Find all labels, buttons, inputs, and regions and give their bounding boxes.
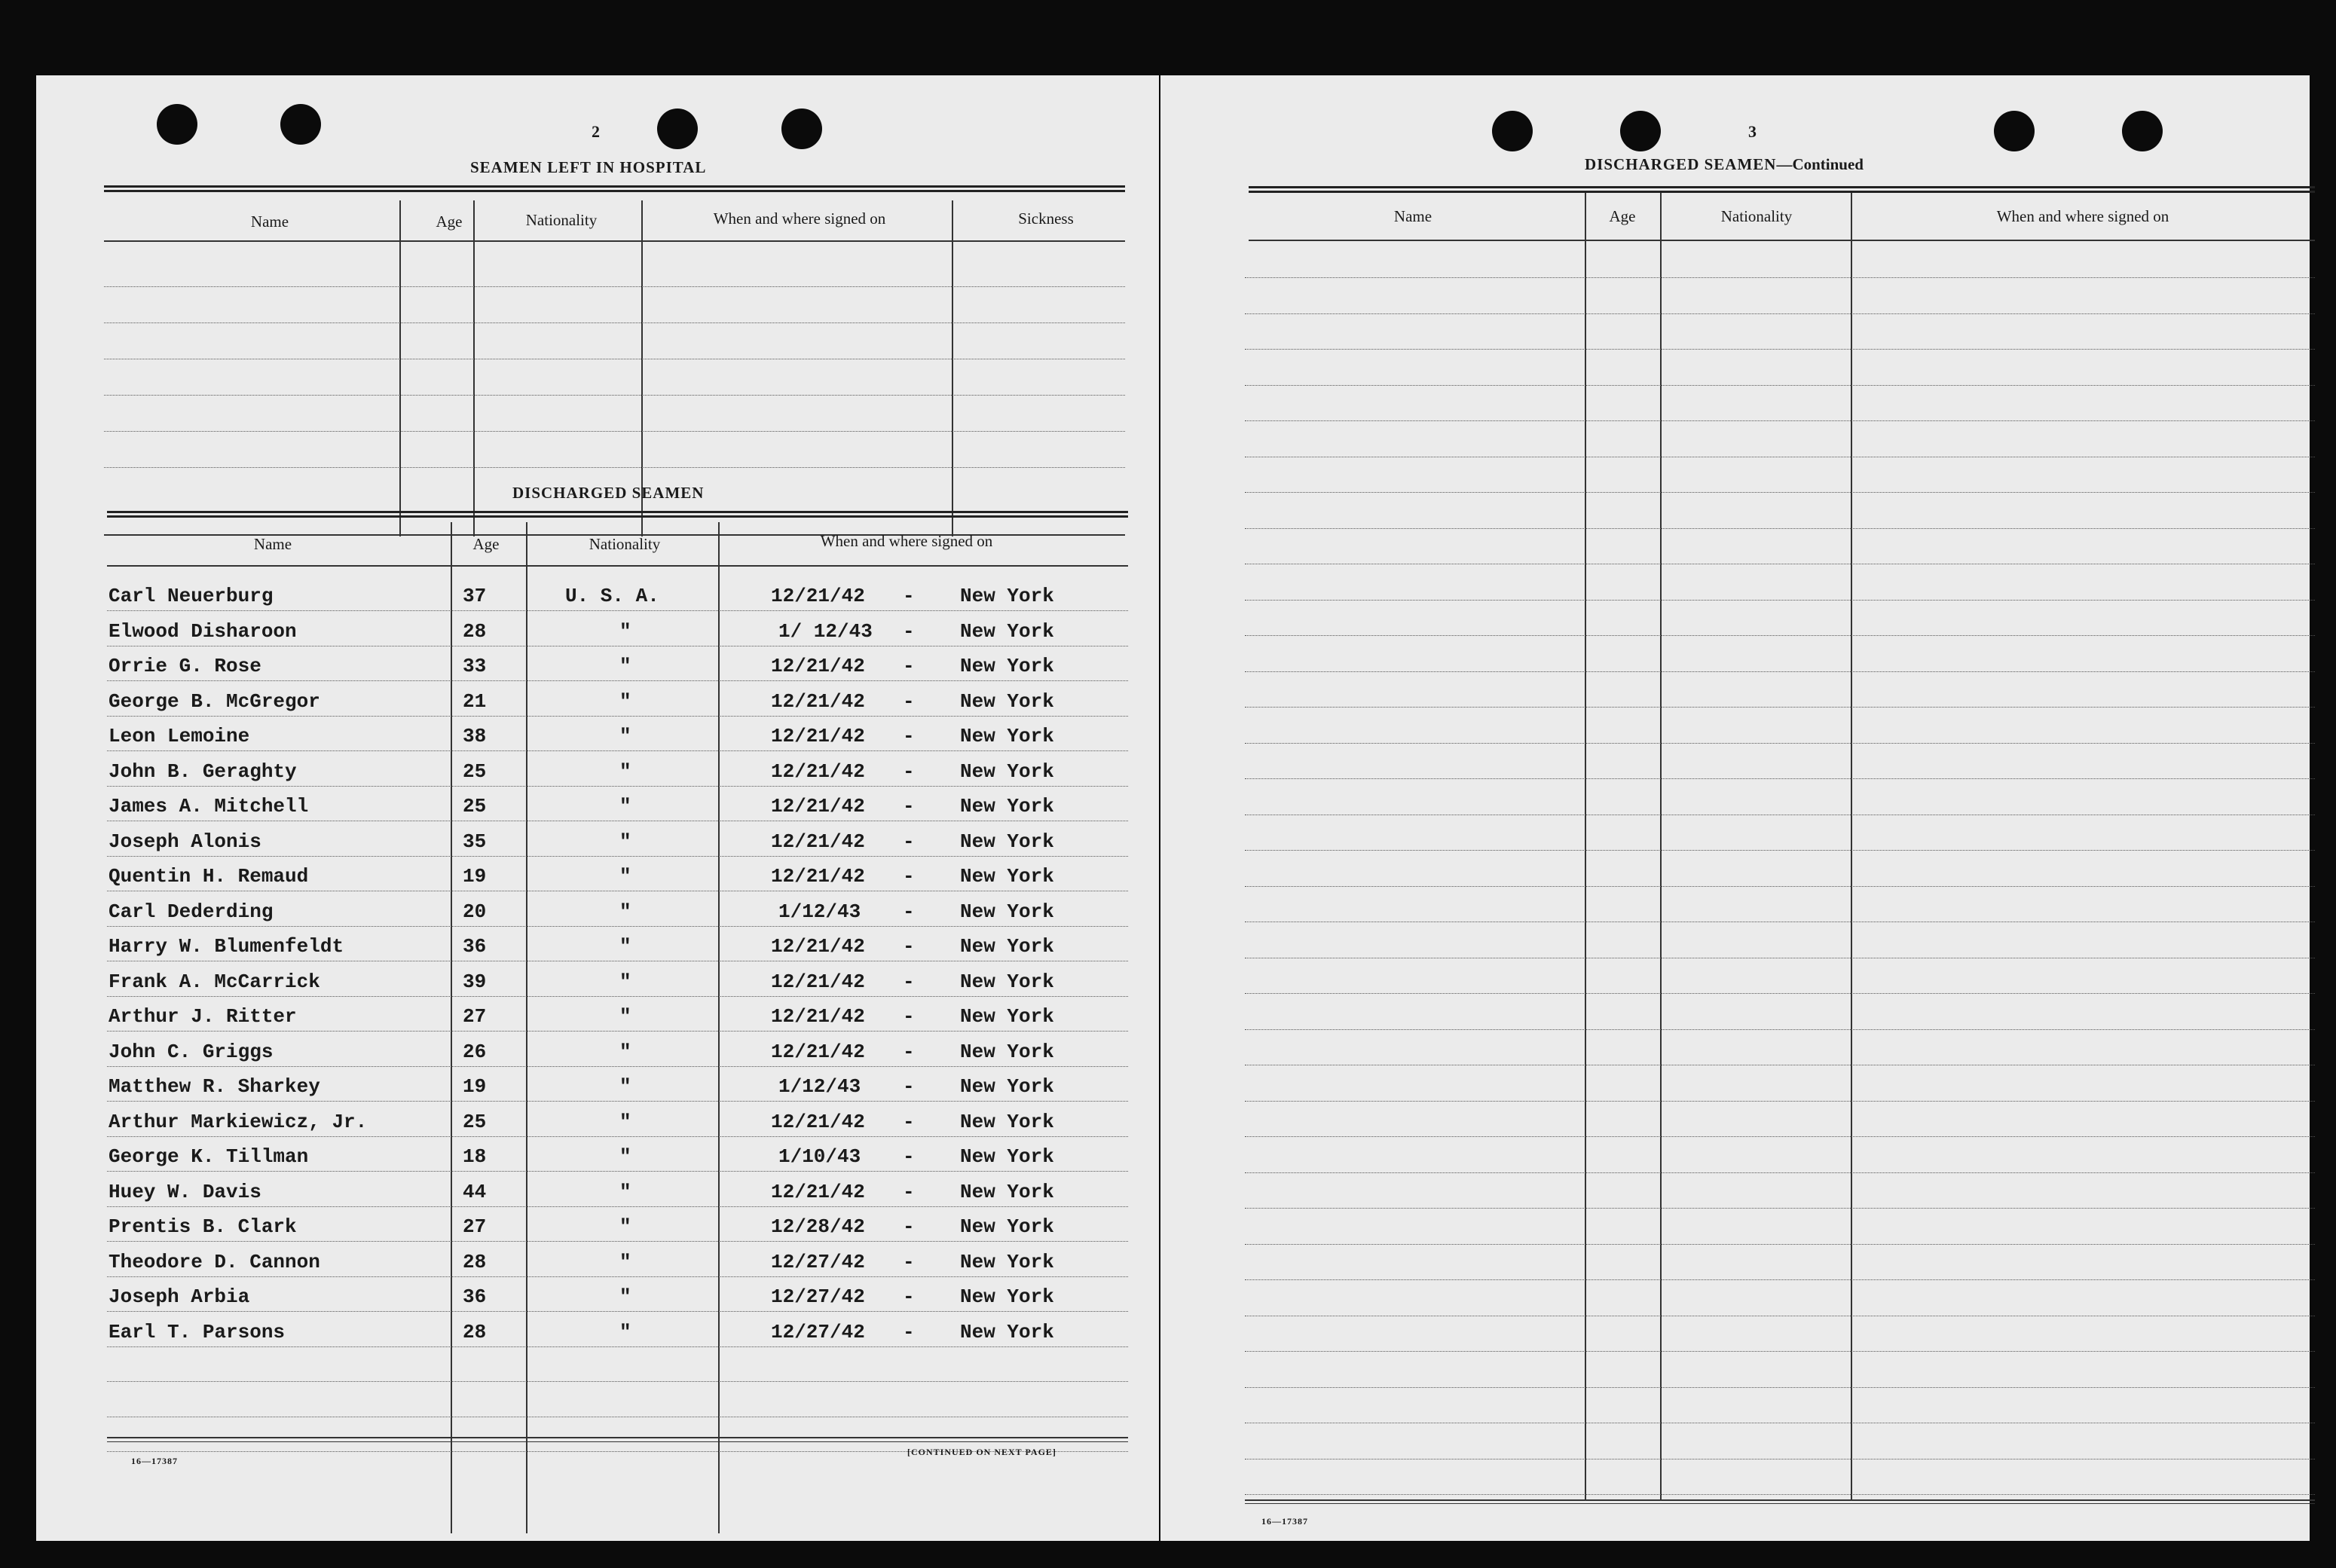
date-place-separator: - (903, 585, 915, 607)
signed-on-date: 12/21/42 (771, 795, 865, 818)
seaman-name: Frank A. McCarrick (109, 970, 320, 993)
ruled-line (1245, 349, 2315, 350)
col-header-signed-on: When and where signed on (820, 532, 993, 550)
signed-on-date: 12/21/42 (771, 1181, 865, 1203)
seaman-name: Earl T. Parsons (109, 1321, 286, 1343)
col-header-age: Age (436, 212, 463, 231)
signed-on-place: New York (960, 900, 1054, 923)
table-top-rule (1249, 186, 2315, 193)
seaman-name: Elwood Disharoon (109, 620, 297, 643)
seaman-name: Matthew R. Sharkey (109, 1075, 320, 1098)
date-place-separator: - (903, 970, 915, 993)
signed-on-date: 12/21/42 (771, 690, 865, 713)
ruled-line (1245, 1208, 2315, 1209)
ruled-line (107, 1311, 1128, 1312)
ruled-line (107, 1381, 1128, 1382)
ruled-line (1245, 886, 2315, 887)
signed-on-place: New York (960, 830, 1054, 853)
punch-hole (1620, 111, 1661, 151)
ruled-line (1245, 1101, 2315, 1102)
ruled-line (1245, 528, 2315, 529)
ruled-line (1245, 635, 2315, 636)
signed-on-date: 1/12/43 (778, 1075, 861, 1098)
seaman-name: Prentis B. Clark (109, 1215, 297, 1238)
seaman-nationality: " (619, 1321, 631, 1343)
date-place-separator: - (903, 655, 915, 677)
signed-on-date: 12/21/42 (771, 935, 865, 958)
date-place-separator: - (903, 1215, 915, 1238)
discharged-section-title: DISCHARGED SEAMEN (512, 484, 705, 502)
seaman-age: 27 (463, 1005, 487, 1028)
ruled-line (1245, 600, 2315, 601)
signed-on-place: New York (960, 865, 1054, 888)
column-divider (399, 200, 401, 536)
seaman-age: 39 (463, 970, 487, 993)
signed-on-place: New York (960, 1111, 1054, 1133)
date-place-separator: - (903, 1251, 915, 1273)
seaman-nationality: " (619, 1285, 631, 1308)
col-header-nationality: Nationality (525, 211, 598, 229)
seaman-name: Joseph Arbia (109, 1285, 250, 1308)
ruled-line (104, 322, 1125, 323)
ruled-line (1245, 1029, 2315, 1030)
seaman-name: James A. Mitchell (109, 795, 309, 818)
ruled-line (1245, 671, 2315, 672)
seaman-nationality: U. S. A. (565, 585, 659, 607)
signed-on-date: 12/27/42 (771, 1285, 865, 1308)
date-place-separator: - (903, 620, 915, 643)
col-header-signed-on: When and where signed on (713, 209, 886, 228)
signed-on-place: New York (960, 1145, 1054, 1168)
seaman-name: Harry W. Blumenfeldt (109, 935, 344, 958)
seaman-nationality: " (619, 865, 631, 888)
ruled-line (1245, 1387, 2315, 1388)
col-header-signed-on: When and where signed on (1996, 207, 2169, 225)
col-header-age: Age (1609, 207, 1636, 225)
ruled-line (1245, 1494, 2315, 1495)
date-place-separator: - (903, 900, 915, 923)
ruled-line (1245, 492, 2315, 493)
right-page (1160, 75, 2310, 1541)
header-rule (104, 240, 1125, 242)
ruled-line (104, 467, 1125, 468)
ruled-line (104, 431, 1125, 432)
seaman-name: Arthur J. Ritter (109, 1005, 297, 1028)
seaman-nationality: " (619, 795, 631, 818)
signed-on-date: 12/21/42 (771, 970, 865, 993)
signed-on-place: New York (960, 725, 1054, 747)
signed-on-place: New York (960, 1005, 1054, 1028)
seaman-name: John C. Griggs (109, 1041, 274, 1063)
ruled-line (104, 395, 1125, 396)
seaman-age: 25 (463, 795, 487, 818)
seaman-age: 18 (463, 1145, 487, 1168)
col-header-sickness: Sickness (1018, 209, 1074, 228)
signed-on-place: New York (960, 760, 1054, 783)
seaman-age: 36 (463, 1285, 487, 1308)
punch-hole (1492, 111, 1533, 151)
signed-on-date: 12/21/42 (771, 830, 865, 853)
seaman-nationality: " (619, 1215, 631, 1238)
signed-on-place: New York (960, 655, 1054, 677)
ruled-line (1245, 1136, 2315, 1137)
form-number: 16—17387 (1261, 1516, 1308, 1527)
signed-on-place: New York (960, 690, 1054, 713)
title-suffix: —Continued (1776, 155, 1864, 173)
ruled-line (107, 926, 1128, 927)
signed-on-date: 12/21/42 (771, 760, 865, 783)
ruled-line (1245, 1172, 2315, 1173)
table-top-rule (107, 511, 1128, 518)
col-header-age: Age (472, 535, 500, 553)
ruled-line (107, 1101, 1128, 1102)
ruled-line (107, 856, 1128, 857)
signed-on-date: 1/ 12/43 (778, 620, 873, 643)
ruled-line (107, 1031, 1128, 1032)
seaman-name: Carl Dederding (109, 900, 274, 923)
column-divider (473, 200, 475, 536)
date-place-separator: - (903, 795, 915, 818)
seaman-name: Joseph Alonis (109, 830, 261, 853)
seaman-nationality: " (619, 900, 631, 923)
signed-on-place: New York (960, 970, 1054, 993)
signed-on-date: 12/27/42 (771, 1251, 865, 1273)
seaman-age: 28 (463, 1251, 487, 1273)
date-place-separator: - (903, 1111, 915, 1133)
ruled-line (1245, 1279, 2315, 1280)
signed-on-date: 12/21/42 (771, 865, 865, 888)
seaman-nationality: " (619, 970, 631, 993)
signed-on-date: 1/10/43 (778, 1145, 861, 1168)
ruled-line (104, 286, 1125, 287)
date-place-separator: - (903, 690, 915, 713)
continued-note: [CONTINUED ON NEXT PAGE] (907, 1447, 1056, 1457)
ruled-line (1245, 850, 2315, 851)
seaman-age: 25 (463, 760, 487, 783)
seaman-age: 36 (463, 935, 487, 958)
date-place-separator: - (903, 935, 915, 958)
seaman-name: George K. Tillman (109, 1145, 309, 1168)
seaman-age: 19 (463, 865, 487, 888)
signed-on-date: 12/21/42 (771, 655, 865, 677)
col-header-nationality: Nationality (589, 535, 661, 553)
seaman-age: 37 (463, 585, 487, 607)
header-rule (1249, 240, 2315, 241)
date-place-separator: - (903, 725, 915, 747)
signed-on-place: New York (960, 1075, 1054, 1098)
page-number: 2 (592, 122, 600, 141)
ruled-line (1245, 385, 2315, 386)
signed-on-date: 1/12/43 (778, 900, 861, 923)
signed-on-date: 12/21/42 (771, 1111, 865, 1133)
signed-on-place: New York (960, 585, 1054, 607)
seaman-age: 35 (463, 830, 487, 853)
col-header-name: Name (250, 212, 289, 231)
seaman-name: Carl Neuerburg (109, 585, 274, 607)
signed-on-date: 12/27/42 (771, 1321, 865, 1343)
signed-on-place: New York (960, 1321, 1054, 1343)
left-page (36, 75, 1159, 1541)
date-place-separator: - (903, 1181, 915, 1203)
seaman-nationality: " (619, 690, 631, 713)
seaman-age: 38 (463, 725, 487, 747)
seaman-nationality: " (619, 1111, 631, 1133)
ruled-line (107, 1136, 1128, 1137)
seaman-age: 28 (463, 1321, 487, 1343)
seaman-nationality: " (619, 830, 631, 853)
seaman-name: Leon Lemoine (109, 725, 250, 747)
table-bottom-rule (107, 1437, 1128, 1438)
seaman-age: 26 (463, 1041, 487, 1063)
seaman-age: 20 (463, 900, 487, 923)
seaman-nationality: " (619, 1145, 631, 1168)
date-place-separator: - (903, 1041, 915, 1063)
ruled-line (1245, 743, 2315, 744)
punch-hole (1994, 111, 2035, 151)
col-header-name: Name (1393, 207, 1432, 225)
table-top-rule (104, 185, 1125, 192)
ruled-line (1245, 420, 2315, 421)
ruled-line (107, 610, 1128, 611)
seaman-nationality: " (619, 1041, 631, 1063)
col-header-name: Name (253, 535, 292, 553)
ruled-line (1245, 707, 2315, 708)
punch-hole (657, 109, 698, 149)
seaman-name: Orrie G. Rose (109, 655, 261, 677)
date-place-separator: - (903, 760, 915, 783)
signed-on-date: 12/28/42 (771, 1215, 865, 1238)
footer-rule (1245, 1503, 2315, 1504)
ruled-line (107, 750, 1128, 751)
seaman-name: George B. McGregor (109, 690, 320, 713)
col-header-nationality: Nationality (1720, 207, 1793, 225)
signed-on-date: 12/21/42 (771, 585, 865, 607)
signed-on-place: New York (960, 1181, 1054, 1203)
continued-section-title (1585, 155, 1864, 174)
seaman-age: 19 (463, 1075, 487, 1098)
header-rule (107, 565, 1128, 567)
punch-hole (157, 104, 197, 145)
seaman-age: 28 (463, 620, 487, 643)
seaman-nationality: " (619, 725, 631, 747)
signed-on-place: New York (960, 1215, 1054, 1238)
column-divider (1585, 193, 1586, 1500)
ruled-line (107, 996, 1128, 997)
seaman-name: John B. Geraghty (109, 760, 297, 783)
date-place-separator: - (903, 865, 915, 888)
seaman-nationality: " (619, 655, 631, 677)
ruled-line (107, 1276, 1128, 1277)
column-divider (1660, 193, 1662, 1500)
signed-on-date: 12/21/42 (771, 725, 865, 747)
seaman-age: 33 (463, 655, 487, 677)
ruled-line (107, 1066, 1128, 1067)
signed-on-place: New York (960, 1285, 1054, 1308)
date-place-separator: - (903, 1005, 915, 1028)
seaman-nationality: " (619, 1251, 631, 1273)
seaman-nationality: " (619, 1075, 631, 1098)
seaman-age: 25 (463, 1111, 487, 1133)
column-divider (1851, 193, 1852, 1500)
seaman-nationality: " (619, 620, 631, 643)
date-place-separator: - (903, 1145, 915, 1168)
form-number: 16—17387 (131, 1456, 178, 1466)
seaman-age: 44 (463, 1181, 487, 1203)
signed-on-date: 12/21/42 (771, 1041, 865, 1063)
punch-hole (2122, 111, 2163, 151)
hospital-section-title: SEAMEN LEFT IN HOSPITAL (470, 158, 707, 176)
seaman-nationality: " (619, 1005, 631, 1028)
ruled-line (107, 1346, 1128, 1347)
signed-on-place: New York (960, 620, 1054, 643)
signed-on-date: 12/21/42 (771, 1005, 865, 1028)
footer-rule (107, 1441, 1128, 1442)
ruled-line (107, 786, 1128, 787)
punch-hole (280, 104, 321, 145)
ruled-line (1245, 1244, 2315, 1245)
page-number: 3 (1748, 122, 1757, 141)
column-divider (952, 200, 953, 536)
seaman-name: Theodore D. Cannon (109, 1251, 320, 1273)
ruled-line (1245, 1351, 2315, 1352)
seaman-nationality: " (619, 760, 631, 783)
seaman-name: Huey W. Davis (109, 1181, 261, 1203)
ruled-line (107, 680, 1128, 681)
ruled-line (1245, 277, 2315, 278)
signed-on-place: New York (960, 935, 1054, 958)
table-bottom-rule (1245, 1499, 2315, 1501)
title-text: DISCHARGED SEAMEN (1585, 155, 1777, 173)
seaman-age: 21 (463, 690, 487, 713)
date-place-separator: - (903, 830, 915, 853)
seaman-nationality: " (619, 935, 631, 958)
seaman-age: 27 (463, 1215, 487, 1238)
signed-on-place: New York (960, 795, 1054, 818)
ruled-line (1245, 313, 2315, 314)
seaman-nationality: " (619, 1181, 631, 1203)
punch-hole (781, 109, 822, 149)
ruled-line (107, 1206, 1128, 1207)
date-place-separator: - (903, 1285, 915, 1308)
ruled-line (107, 716, 1128, 717)
signed-on-place: New York (960, 1251, 1054, 1273)
seaman-name: Arthur Markiewicz, Jr. (109, 1111, 368, 1133)
date-place-separator: - (903, 1075, 915, 1098)
ruled-line (107, 1241, 1128, 1242)
ruled-line (1245, 778, 2315, 779)
ruled-line (107, 1171, 1128, 1172)
signed-on-place: New York (960, 1041, 1054, 1063)
date-place-separator: - (903, 1321, 915, 1343)
ruled-line (1245, 993, 2315, 994)
seaman-name: Quentin H. Remaud (109, 865, 309, 888)
